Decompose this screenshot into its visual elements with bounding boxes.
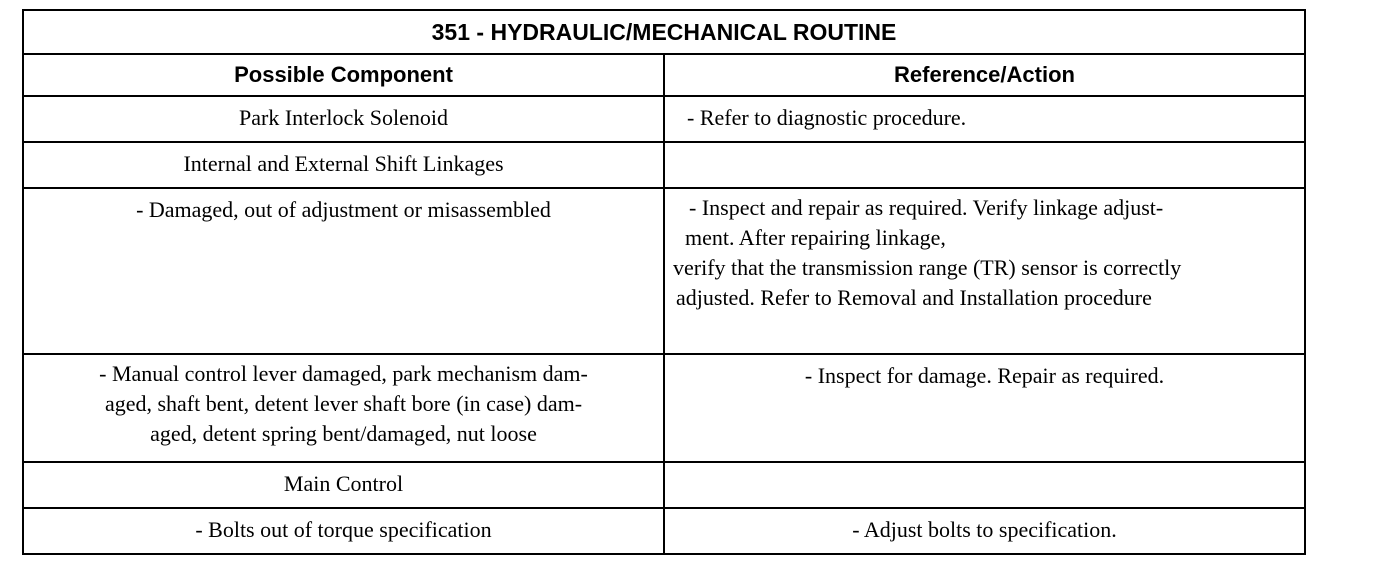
component-line: - Manual control lever damaged, park mechanism dam- — [99, 361, 588, 386]
action-cell — [664, 188, 1305, 354]
header-possible-component: Possible Component — [23, 54, 664, 96]
component-cell: - Damaged, out of adjustment or misassembled — [23, 188, 664, 354]
component-cell: - Bolts out of torque specification — [23, 508, 664, 554]
component-line: aged, shaft bent, detent lever shaft bore (in case) dam- — [104, 391, 583, 416]
action-line: - Inspect and repair as required. Verify linkage adjust- — [689, 195, 1164, 220]
action-cell: - Adjust bolts to specification. — [664, 508, 1305, 554]
diagnostic-table — [22, 9, 1306, 555]
component-cell: Park Interlock Solenoid — [23, 96, 664, 142]
table-title-row — [23, 10, 1305, 54]
table-row — [23, 188, 1305, 354]
component-cell: Main Control — [23, 462, 664, 508]
component-line: aged, detent spring bent/damaged, nut loose — [150, 421, 537, 446]
action-cell: - Inspect for damage. Repair as required. — [664, 354, 1305, 462]
component-cell: Internal and External Shift Linkages — [23, 142, 664, 188]
table-row — [23, 462, 1305, 508]
action-cell — [664, 462, 1305, 508]
table-row — [23, 354, 1305, 462]
action-line: verify that the transmission range (TR) sensor is correctly — [673, 255, 1182, 280]
table-row — [23, 96, 1305, 142]
table-row — [23, 508, 1305, 554]
table-header-row — [23, 54, 1305, 96]
component-cell — [23, 354, 664, 462]
table-row — [23, 142, 1305, 188]
action-cell — [664, 142, 1305, 188]
action-line: adjusted. Refer to Removal and Installation procedure — [676, 285, 1152, 310]
action-cell: - Refer to diagnostic procedure. — [664, 96, 1305, 142]
table-title: 351 - HYDRAULIC/MECHANICAL ROUTINE — [23, 10, 1305, 54]
header-reference-action: Reference/Action — [664, 54, 1305, 96]
action-line: ment. After repairing linkage, — [685, 225, 946, 250]
